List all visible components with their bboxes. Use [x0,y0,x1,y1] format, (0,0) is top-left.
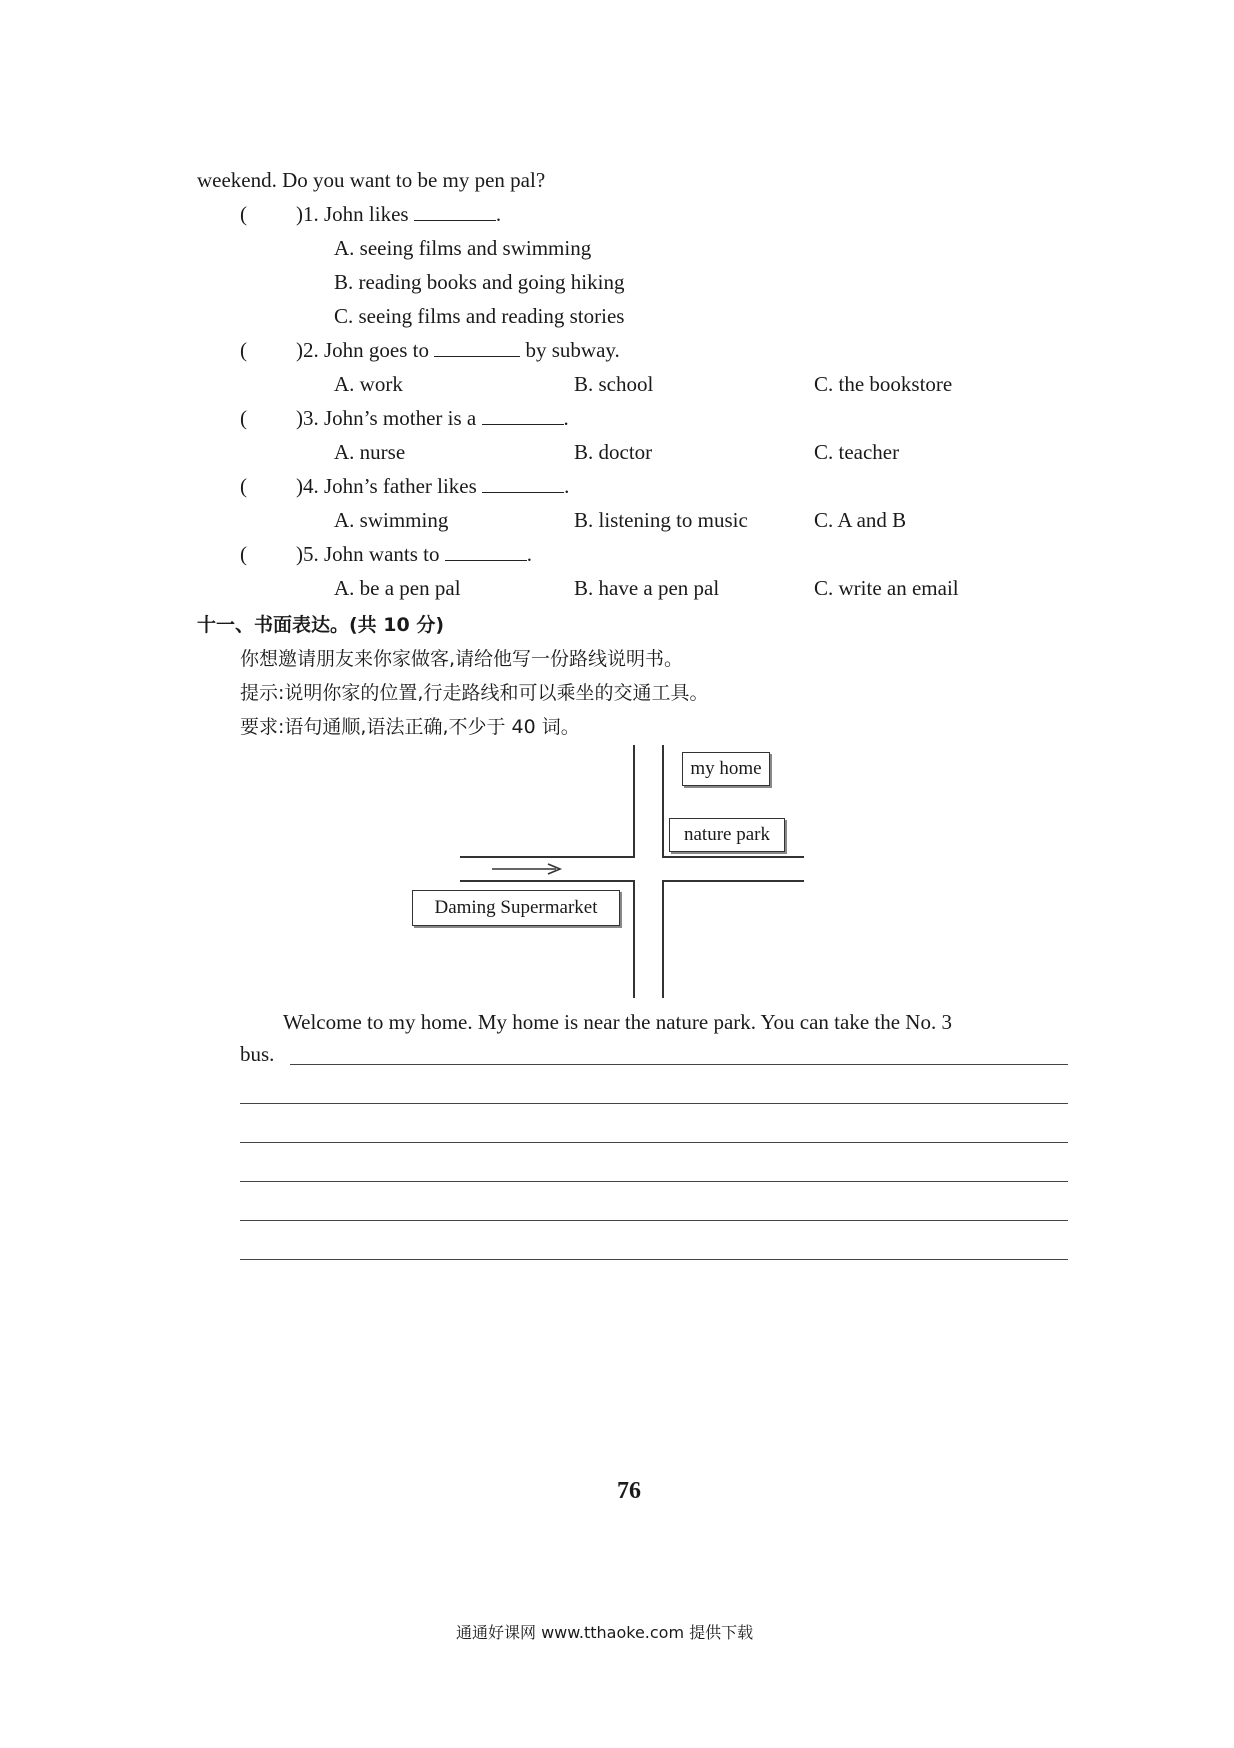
map-label-my-home: my home [682,752,770,786]
road-edge-left-upper [633,745,635,857]
question-end: . [564,474,570,498]
option-4c: C. A and B [814,508,907,532]
road-edge-top-left [460,856,635,858]
option-4a: A. swimming [334,508,449,532]
question-number: )5. [296,542,319,566]
option-3b: B. doctor [574,440,653,464]
answer-blank[interactable] [482,474,564,493]
question-number: )1. [296,202,319,226]
direction-arrow-icon [490,862,566,876]
option-1b: B. reading books and going hiking [334,270,625,294]
writing-hint: 提示:说明你家的位置,行走路线和可以乘坐的交通工具。 [240,682,709,704]
question-3 [296,406,569,431]
option-5b: B. have a pen pal [574,576,720,600]
writing-line-1[interactable] [290,1064,1068,1065]
writing-requirement: 要求:语句通顺,语法正确,不少于 40 词。 [240,716,580,738]
map-label-supermarket: Daming Supermarket [412,890,620,926]
option-4b: B. listening to music [574,508,748,532]
question-end: . [495,202,502,226]
option-2b: B. school [574,372,654,396]
writing-line-2[interactable] [240,1103,1068,1104]
answer-blank[interactable] [414,202,496,221]
road-edge-top-right [662,856,804,858]
writing-instruction: 你想邀请朋友来你家做客,请给他写一份路线说明书。 [240,648,684,670]
question-stem: John likes [324,202,409,226]
writing-line-4[interactable] [240,1181,1068,1182]
footer-credit: 通通好课网 www.tthaoke.com 提供下载 [456,1623,754,1642]
section-heading: 十一、书面表达。(共 10 分) [197,614,445,636]
option-1a: A. seeing films and swimming [334,236,592,260]
answer-blank[interactable] [434,338,520,357]
question-stem: John wants to [324,542,440,566]
road-edge-bottom-left [460,880,635,882]
answer-blank[interactable] [445,542,527,561]
answer-paren-2[interactable]: ( [240,338,247,362]
question-5 [296,542,532,567]
answer-paren-4[interactable]: ( [240,474,247,498]
question-number: )4. [296,474,319,498]
composition-start: Welcome to my home. My home is near the nature park. You can take the No. 3 [283,1010,952,1034]
writing-line-5[interactable] [240,1220,1068,1221]
road-edge-right-upper [662,745,664,857]
option-5c: C. write an email [814,576,959,600]
answer-blank[interactable] [482,406,564,425]
page-number: 76 [617,1478,641,1504]
answer-paren-3[interactable]: ( [240,406,247,430]
question-1 [296,202,501,227]
map-label-nature-park: nature park [669,818,785,852]
option-3a: A. nurse [334,440,406,464]
question-end: by subway. [525,338,620,362]
question-stem: John’s father likes [324,474,477,498]
question-4 [296,474,569,499]
option-2c: C. the bookstore [814,372,953,396]
road-edge-right-lower [662,880,664,998]
road-edge-left-lower [633,880,635,998]
writing-line-6[interactable] [240,1259,1068,1260]
writing-line-3[interactable] [240,1142,1068,1143]
passage-tail: weekend. Do you want to be my pen pal? [197,168,546,192]
answer-paren-1[interactable]: ( [240,202,247,226]
question-end: . [526,542,532,566]
option-1c: C. seeing films and reading stories [334,304,625,328]
road-edge-bottom-right [662,880,804,882]
option-3c: C. teacher [814,440,900,464]
question-end: . [563,406,569,430]
option-5a: A. be a pen pal [334,576,461,600]
question-number: )3. [296,406,319,430]
question-number: )2. [296,338,319,362]
question-stem: John goes to [324,338,429,362]
option-2a: A. work [334,372,403,396]
question-2 [296,338,620,363]
composition-start-2: bus. [240,1042,275,1066]
answer-paren-5[interactable]: ( [240,542,247,566]
question-stem: John’s mother is a [324,406,477,430]
